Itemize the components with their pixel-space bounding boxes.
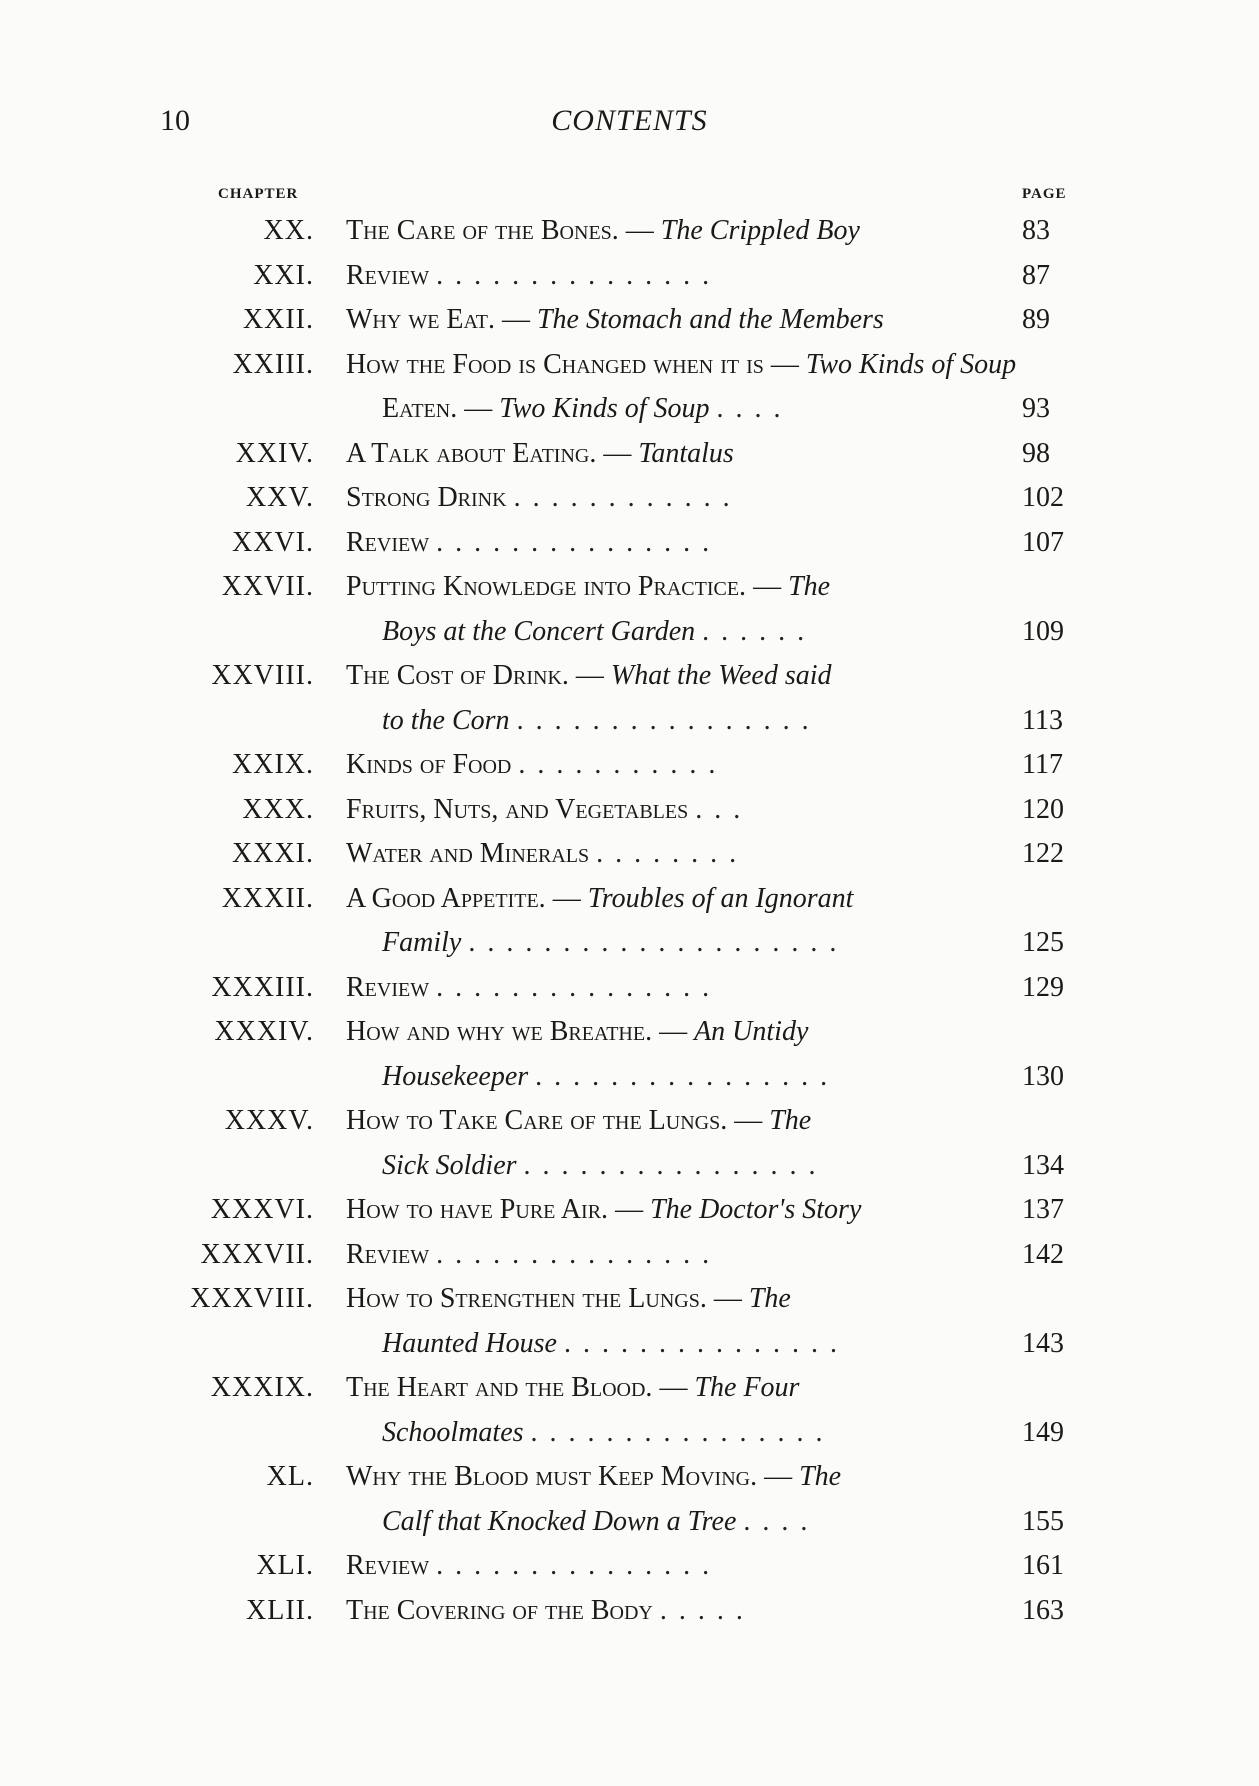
page-reference: 113 <box>1022 704 1063 736</box>
chapter-number: XXVII. <box>221 571 314 602</box>
page-reference: 109 <box>1022 615 1064 647</box>
page-reference: 117 <box>1022 749 1063 780</box>
chapter-title-line <box>346 1547 996 1585</box>
story-title: The <box>799 1461 842 1492</box>
chapter-title: Why the Blood must Keep Moving. <box>346 1461 758 1492</box>
page-reference: 107 <box>1022 526 1064 558</box>
chapter-number: XLII. <box>246 1594 314 1626</box>
chapter-title: How to Strengthen the Lungs. <box>346 1283 707 1314</box>
page-reference: 130 <box>1022 1060 1064 1092</box>
dot-leader: ............ <box>513 482 742 513</box>
chapter-number: XXIV. <box>235 437 314 469</box>
chapter-title: Water and Minerals <box>346 838 590 869</box>
story-title: to the Corn <box>382 704 510 736</box>
chapter-title: Strong Drink <box>346 482 507 513</box>
dot-leader: .... <box>716 393 793 424</box>
chapter-title-line <box>346 346 1017 384</box>
chapter-number: XXXV. <box>224 1105 314 1136</box>
chapter-number: XXX. <box>242 793 314 825</box>
story-title: The Stomach and the Members <box>536 304 884 335</box>
page-reference: 93 <box>1022 393 1050 424</box>
story-title: The Crippled Boy <box>660 215 860 246</box>
story-title: Troubles of an Ignorant <box>587 882 854 914</box>
page-reference: 120 <box>1022 793 1064 825</box>
page-reference: 137 <box>1022 1194 1064 1225</box>
title-separator: — <box>608 1194 651 1225</box>
chapter-title-line <box>346 257 996 295</box>
chapter-title: The Heart and the Blood. <box>346 1372 653 1403</box>
chapter-title-continuation <box>382 613 996 651</box>
chapter-title: Kinds of Food <box>346 749 512 780</box>
chapter-title-line <box>346 1280 996 1318</box>
chapter-number: XXIII. <box>232 348 314 380</box>
chapter-title-continuation <box>382 1503 996 1541</box>
title-separator: — <box>652 1016 695 1047</box>
dot-leader: ................ <box>523 1149 828 1181</box>
chapter-title: The Covering of the Body <box>346 1594 653 1626</box>
chapter-number: XX. <box>263 215 314 246</box>
chapter-title-continuation <box>382 702 996 740</box>
story-title: The Four <box>694 1372 800 1403</box>
story-title: Calf that Knocked Down a Tree <box>382 1505 737 1537</box>
chapter-title: Eaten. <box>382 393 458 424</box>
title-separator: — <box>706 1283 749 1314</box>
chapter-title-line <box>346 301 996 339</box>
chapter-number: XXXVIII. <box>190 1283 314 1314</box>
story-title: The <box>788 571 831 602</box>
story-title: Haunted House <box>382 1327 557 1359</box>
story-title: Family <box>382 927 462 958</box>
dot-leader: ........... <box>518 749 728 780</box>
dot-leader: ............... <box>436 259 722 291</box>
chapter-title: Review <box>346 1550 430 1581</box>
page-reference: 83 <box>1022 215 1050 246</box>
page-reference: 161 <box>1022 1550 1064 1581</box>
chapter-column-header: CHAPTER <box>218 186 299 202</box>
story-title: Tantalus <box>638 437 734 469</box>
page-column-header: PAGE <box>1022 186 1067 202</box>
chapter-number: XXV. <box>245 482 314 513</box>
chapter-title-line <box>346 435 996 473</box>
chapter-number: XXXIV. <box>214 1016 314 1047</box>
dot-leader: ............... <box>436 1238 722 1270</box>
chapter-title: Review <box>346 971 430 1003</box>
chapter-number: XXVIII. <box>211 660 314 691</box>
dot-leader: ...... <box>702 615 817 647</box>
chapter-title-line <box>346 1236 996 1274</box>
chapter-number: XXXIII. <box>211 971 314 1003</box>
title-separator: — <box>757 1461 800 1492</box>
chapter-number: XXI. <box>253 259 314 291</box>
chapter-title-line <box>346 1191 996 1229</box>
chapter-title-continuation <box>382 1058 996 1096</box>
title-separator: — <box>727 1105 770 1136</box>
title-separator: — <box>596 437 639 469</box>
title-separator: — <box>457 393 500 424</box>
dot-leader: ..... <box>659 1594 755 1626</box>
dot-leader: .... <box>743 1505 820 1537</box>
chapter-number: XXIX. <box>232 749 314 780</box>
title-separator: — <box>746 571 789 602</box>
title-separator: — <box>763 348 806 380</box>
chapter-title: How to Take Care of the Lungs. <box>346 1105 728 1136</box>
story-title: Boys at the Concert Garden <box>382 615 696 647</box>
dot-leader: ................ <box>516 704 821 736</box>
chapter-title: Review <box>346 1238 430 1270</box>
chapter-number: XXXII. <box>221 882 314 914</box>
page-reference: 155 <box>1022 1505 1064 1537</box>
dot-leader: ... <box>695 793 753 825</box>
page-reference: 142 <box>1022 1238 1064 1270</box>
story-title: An Untidy <box>694 1016 809 1047</box>
page-reference: 89 <box>1022 304 1050 335</box>
story-title: Housekeeper <box>382 1060 529 1092</box>
story-title: Sick Soldier <box>382 1149 517 1181</box>
title-separator: — <box>618 215 661 246</box>
chapter-title: Fruits, Nuts, and Vegetables <box>346 793 689 825</box>
chapter-title-line <box>346 880 996 918</box>
chapter-title: How the Food is Changed when it is <box>346 348 764 380</box>
story-title: The <box>748 1283 791 1314</box>
page-number: 10 <box>160 104 190 137</box>
story-title: Schoolmates <box>382 1416 524 1448</box>
story-title: Two Kinds of Soup <box>805 348 1017 380</box>
dot-leader: .................... <box>468 927 849 958</box>
chapter-title: The Cost of Drink. <box>346 660 569 691</box>
title-separator: — <box>568 660 611 691</box>
chapter-title-line <box>346 1369 996 1407</box>
running-head: CONTENTS <box>551 104 708 137</box>
chapter-number: XXVI. <box>232 526 314 558</box>
story-title: The Doctor's Story <box>650 1194 862 1225</box>
page-reference: 129 <box>1022 971 1064 1003</box>
chapter-number: XXII. <box>242 304 314 335</box>
dot-leader: ............... <box>563 1327 849 1359</box>
chapter-title-line <box>346 1013 996 1051</box>
chapter-title-continuation <box>382 1414 996 1452</box>
title-separator: — <box>545 882 588 914</box>
chapter-title-line <box>346 746 996 784</box>
chapter-number: XL. <box>266 1461 314 1492</box>
page-reference: 134 <box>1022 1149 1064 1181</box>
page-reference: 163 <box>1022 1594 1064 1626</box>
chapter-title: A Good Appetite. <box>346 882 546 914</box>
chapter-title: Review <box>346 259 430 291</box>
chapter-title-line <box>346 212 996 250</box>
chapter-title-line <box>346 969 996 1007</box>
chapter-title: Review <box>346 526 430 558</box>
chapter-title-line <box>346 568 996 606</box>
story-title: Two Kinds of Soup <box>499 393 710 424</box>
chapter-title: Why we Eat. <box>346 304 495 335</box>
dot-leader: ............... <box>436 971 722 1003</box>
story-title: The <box>769 1105 812 1136</box>
chapter-title-line <box>346 1458 996 1496</box>
page-reference: 125 <box>1022 927 1064 958</box>
chapter-title-line <box>346 1592 996 1630</box>
chapter-title: How to have Pure Air. <box>346 1194 609 1225</box>
dot-leader: ........ <box>596 838 749 869</box>
chapter-title-line <box>346 657 996 695</box>
page-reference: 102 <box>1022 482 1064 513</box>
chapter-title-line <box>346 1102 996 1140</box>
chapter-number: XXXVII. <box>200 1238 314 1270</box>
chapter-title-line <box>346 835 996 873</box>
page-reference: 87 <box>1022 259 1050 291</box>
chapter-title: The Care of the Bones. <box>346 215 619 246</box>
chapter-title-continuation <box>382 1325 996 1363</box>
chapter-title: How and why we Breathe. <box>346 1016 653 1047</box>
page-reference: 98 <box>1022 437 1050 469</box>
title-separator: — <box>494 304 537 335</box>
chapter-number: XLI. <box>256 1550 314 1581</box>
chapter-number: XXXIX. <box>210 1372 314 1403</box>
chapter-title: A Talk about Eating. <box>346 437 597 469</box>
dot-leader: ............... <box>436 526 722 558</box>
dot-leader: ............... <box>436 1550 722 1581</box>
page-reference: 149 <box>1022 1416 1064 1448</box>
dot-leader: ................ <box>535 1060 840 1092</box>
chapter-title-continuation <box>382 390 996 428</box>
chapter-title-continuation <box>382 924 996 962</box>
chapter-title-line <box>346 479 996 517</box>
chapter-number: XXXI. <box>232 838 314 869</box>
chapter-title: Putting Knowledge into Practice. <box>346 571 747 602</box>
page-reference: 143 <box>1022 1327 1064 1359</box>
chapter-title-line <box>346 524 996 562</box>
chapter-title-continuation <box>382 1147 996 1185</box>
chapter-title-line <box>346 791 996 829</box>
title-separator: — <box>652 1372 695 1403</box>
page-reference: 122 <box>1022 838 1064 869</box>
story-title: What the Weed said <box>610 660 832 691</box>
chapter-number: XXXVI. <box>210 1194 314 1225</box>
dot-leader: ................ <box>530 1416 835 1448</box>
